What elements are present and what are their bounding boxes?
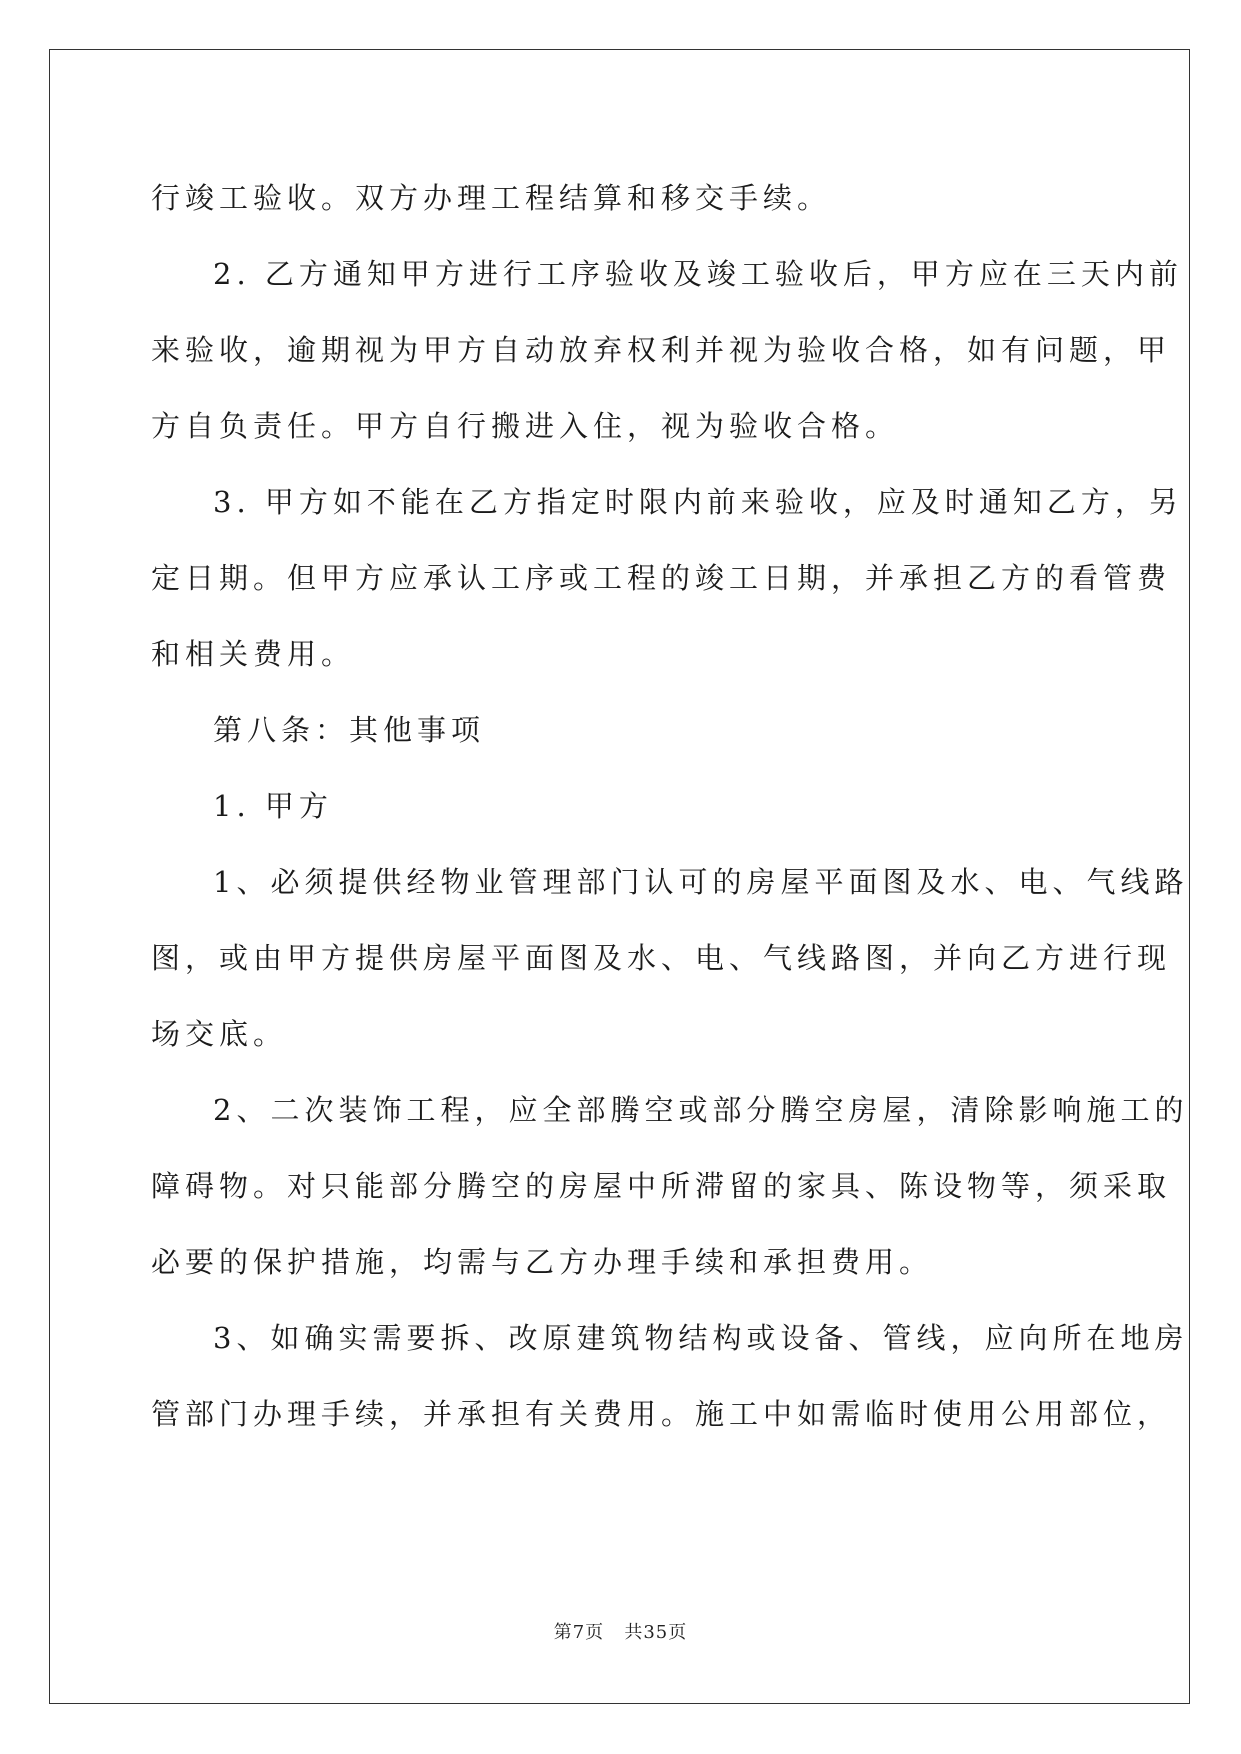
text-line: 定日期。但甲方应承认工序或工程的竣工日期，并承担乙方的看管费 [151, 561, 1172, 595]
document-body [151, 160, 1189, 1452]
text-line: 2、二次装饰工程，应全部腾空或部分腾空房屋，清除影响施工的 [213, 1093, 1189, 1127]
page-number: 第7页 [553, 1622, 605, 1643]
text-line: 管部门办理手续，并承担有关费用。施工中如需临时使用公用部位， [151, 1397, 1172, 1431]
text-line: 3、如确实需要拆、改原建筑物结构或设备、管线，应向所在地房 [213, 1321, 1189, 1355]
text-line: 障碍物。对只能部分腾空的房屋中所滞留的家具、陈设物等，须采取 [151, 1169, 1172, 1203]
section-heading: 第八条：其他事项 [213, 713, 486, 747]
text-line: 行竣工验收。双方办理工程结算和移交手续。 [151, 181, 832, 215]
text-line: 必要的保护措施，均需与乙方办理手续和承担费用。 [151, 1245, 934, 1279]
text-line: 3. 甲方如不能在乙方指定时限内前来验收，应及时通知乙方，另 [213, 485, 1183, 519]
text-line: 方自负责任。甲方自行搬进入住，视为验收合格。 [151, 409, 900, 443]
page-total: 共35页 [624, 1622, 688, 1643]
text-line: 场交底。 [151, 1017, 288, 1051]
subsection-heading: 1. 甲方 [213, 789, 333, 823]
page-footer [0, 1618, 1241, 1644]
text-line: 和相关费用。 [151, 637, 356, 671]
text-line: 来验收，逾期视为甲方自动放弃权利并视为验收合格，如有问题，甲 [151, 333, 1172, 367]
text-line: 1、必须提供经物业管理部门认可的房屋平面图及水、电、气线路 [213, 865, 1189, 899]
text-line: 图，或由甲方提供房屋平面图及水、电、气线路图，并向乙方进行现 [151, 941, 1172, 975]
text-line: 2. 乙方通知甲方进行工序验收及竣工验收后，甲方应在三天内前 [213, 257, 1183, 291]
